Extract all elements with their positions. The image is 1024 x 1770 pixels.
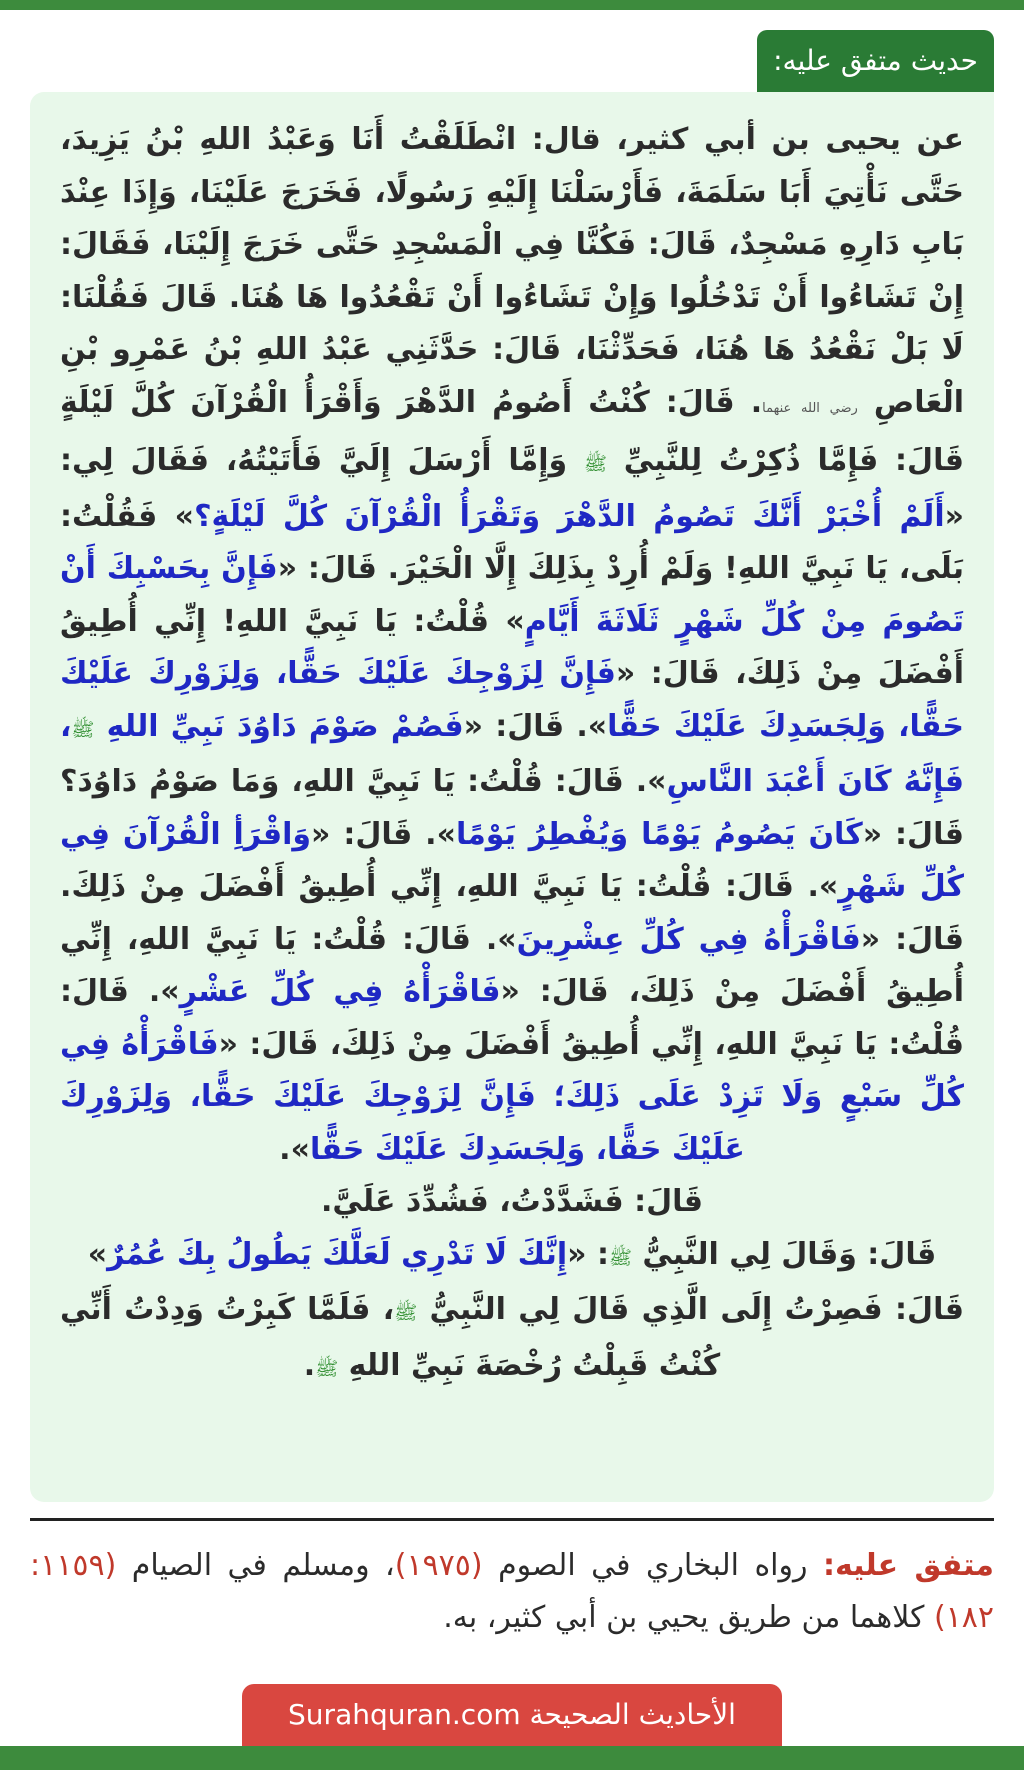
source-citation xyxy=(30,1540,994,1644)
salawat-ligature: ﷺ xyxy=(608,1246,632,1269)
narration-text: ». قَالَ: قُلْتُ: يَا نَبِيَّ اللهِ، إِنِّي أُطِيقُ أَفْضَلَ مِنْ ذَلِكَ. قَالَ: « xyxy=(60,869,965,957)
salawat-ligature: ﷺ xyxy=(315,1357,339,1380)
divider xyxy=(30,1518,994,1521)
narration-text: » فَقُلْتُ: بَلَى، يَا نَبِيَّ اللهِ! وَلَمْ أُرِدْ بِذَلِكَ إِلَّا الْخَيْرَ. قَالَ: « xyxy=(60,498,964,586)
prophet-quote: كَانَ يَصُومُ يَوْمًا وَيُفْطِرُ يَوْمًا xyxy=(455,816,863,852)
prophet-quote: إِنَّكَ لَا تَدْرِي لَعَلَّكَ يَطُولُ بِكَ عُمُرٌ xyxy=(107,1236,568,1272)
narration-text: قَالَ: فَصِرْتُ إِلَى الَّذِي قَالَ لِي النَّبِيُّ xyxy=(417,1292,964,1327)
salawat-ligature: ﷺ xyxy=(583,453,607,475)
narration-text: عن يحيى بن أبي كثير، قال: انْطَلَقْتُ أَنَا وَعَبْدُ اللهِ بْنُ يَزِيدَ، حَتَّى نَأْتِيَ أَبَا سَلَمَةَ، فَأَرْسَلْنَا إِلَيْهِ رَسُولًا، فَخَرَجَ عَلَيْنَا، وَإِذَا عِنْدَ بَابِ دَارِهِ مَسْجِدٌ، قَالَ: فَكُنَّا فِي الْمَسْجِدِ حَتَّى خَرَجَ إِلَيْنَا، فَقَالَ: إِنْ تَشَاءُوا أَنْ تَدْخُلُوا وَإِنْ تَشَاءُوا أَنْ تَقْعُدُوا هَا هُنَا. قَالَ فَقُلْنَا: لَا بَلْ نَقْعُدُ هَا هُنَا، فَحَدِّثْنَا، قَالَ: حَدَّثَنِي عَبْدُ اللهِ بْنُ عَمْرِو بْنِ الْعَاصِ xyxy=(60,122,964,420)
narration-text: » xyxy=(87,1236,108,1272)
source-text: كلاهما من طريق يحيي بن أبي كثير، به. xyxy=(443,1600,934,1635)
source-ref-bukhari: (١٩٧٥) xyxy=(394,1548,483,1583)
prophet-quote: فَاقْرَأْهُ فِي كُلِّ عِشْرِينَ xyxy=(516,921,861,957)
narration-text: ». قَالَ: قُلْتُ: يَا نَبِيَّ اللهِ، وَمَا صَوْمُ دَاوُدَ؟ قَالَ: « xyxy=(60,764,964,852)
top-accent-bar xyxy=(0,0,1024,10)
narration-text: ». xyxy=(279,1131,310,1167)
source-label: متفق عليه: xyxy=(822,1548,994,1583)
narration-text: قَالَ: فَشَدَّدْتُ، فَشُدِّدَ عَلَيَّ. xyxy=(320,1184,704,1219)
narration-text: » قُلْتُ: يَا نَبِيَّ اللهِ! إِنِّي أُطِيقُ أَفْضَلَ مِنْ ذَلِكَ، قَالَ: « xyxy=(60,603,965,691)
prophet-quote: وَاقْرَأِ الْقُرْآنَ فِي كُلِّ شَهْرٍ xyxy=(60,816,964,904)
bottom-accent-bar xyxy=(0,1746,1024,1770)
salawat-ligature: ﷺ xyxy=(71,718,95,741)
narration-text: ». قَالَ: « xyxy=(311,816,456,852)
prophet-quote: فَإِنَّ بِحَسْبِكَ أَنْ تَصُومَ مِنْ كُلِّ شَهْرٍ ثَلَاثَةَ أَيَّامٍ xyxy=(60,551,964,639)
narration-text: ». قَالَ: قُلْتُ: يَا نَبِيَّ اللهِ، إِنِّي أُطِيقُ أَفْضَلَ مِنْ ذَلِكَ، قَالَ: « xyxy=(60,921,964,1009)
hadith-card xyxy=(30,92,994,1502)
hadith-type-label: حديث متفق عليه: xyxy=(757,30,994,92)
prophet-quote: فَصُمْ صَوْمَ دَاوُدَ نَبِيِّ اللهِ xyxy=(94,708,464,744)
narration-text: : « xyxy=(567,1236,609,1272)
site-footer-banner: الأحاديث الصحيحة Surahquran.com xyxy=(242,1684,782,1746)
hadith-paragraph xyxy=(60,1229,964,1285)
prophet-quote: فَإِنَّ لِزَوْجِكَ عَلَيْكَ حَقًّا، وَلِزَوْرِكَ عَلَيْكَ حَقًّا، وَلِجَسَدِكَ عَلَيْكَ حَقًّا xyxy=(60,656,964,744)
hadith-text xyxy=(60,114,964,1395)
narration-text: . قَالَ: كُنْتُ أَصُومُ الدَّهْرَ وَأَقْرَأُ الْقُرْآنَ كُلَّ لَيْلَةٍ قَالَ: فَإِمَّا ذُكِرْتُ لِلنَّبِيِّ xyxy=(60,384,964,478)
prophet-quote: فَاقْرَأْهُ فِي كُلِّ سَبْعٍ وَلَا تَزِدْ عَلَى ذَلِكَ؛ فَإِنَّ لِزَوْجِكَ عَلَيْكَ حَقًّا، وَلِزَوْرِكَ عَلَيْكَ حَقًّا، وَلِجَسَدِكَ عَلَيْكَ حَقًّا xyxy=(60,1026,964,1167)
narration-text: ». قَالَ: « xyxy=(463,708,608,744)
radiallahu-ligature: رضي الله عنهما xyxy=(762,400,858,416)
prophet-quote: فَاقْرَأْهُ فِي كُلِّ عَشْرٍ xyxy=(179,974,501,1009)
narration-text: وَإِمَّا أَرْسَلَ إِلَيَّ فَأَتَيْتُهُ، فَقَالَ لِي: « xyxy=(60,443,964,534)
source-text: ، ومسلم في الصيام xyxy=(116,1548,395,1583)
source-ref-muslim: (١١٥٩: ١٨٢) xyxy=(30,1548,994,1635)
narration-text: ، فَلَمَّا كَبِرْتُ وَدِدْتُ أَنِّي كُنْتُ قَبِلْتُ رُخْصَةَ نَبِيِّ اللهِ xyxy=(60,1292,721,1383)
narration-text: ». قَالَ: قُلْتُ: يَا نَبِيَّ اللهِ، إِنِّي أُطِيقُ أَفْضَلَ مِنْ ذَلِكَ، قَالَ: « xyxy=(60,974,965,1062)
narration-text: قَالَ: وَقَالَ لِي النَّبِيُّ xyxy=(631,1236,937,1272)
narration-text: . xyxy=(303,1347,316,1383)
hadith-paragraph xyxy=(60,1176,964,1229)
prophet-quote: ، فَإِنَّهُ كَانَ أَعْبَدَ النَّاسِ xyxy=(60,708,964,799)
source-text: رواه البخاري في الصوم xyxy=(482,1548,823,1583)
hadith-paragraph xyxy=(60,1284,964,1395)
hadith-paragraph xyxy=(60,114,964,1176)
salawat-ligature: ﷺ xyxy=(394,1302,418,1324)
prophet-quote: أَلَمْ أُخْبَرْ أَنَّكَ تَصُومُ الدَّهْرَ وَتَقْرَأُ الْقُرْآنَ كُلَّ لَيْلَةٍ؟ xyxy=(194,498,945,534)
